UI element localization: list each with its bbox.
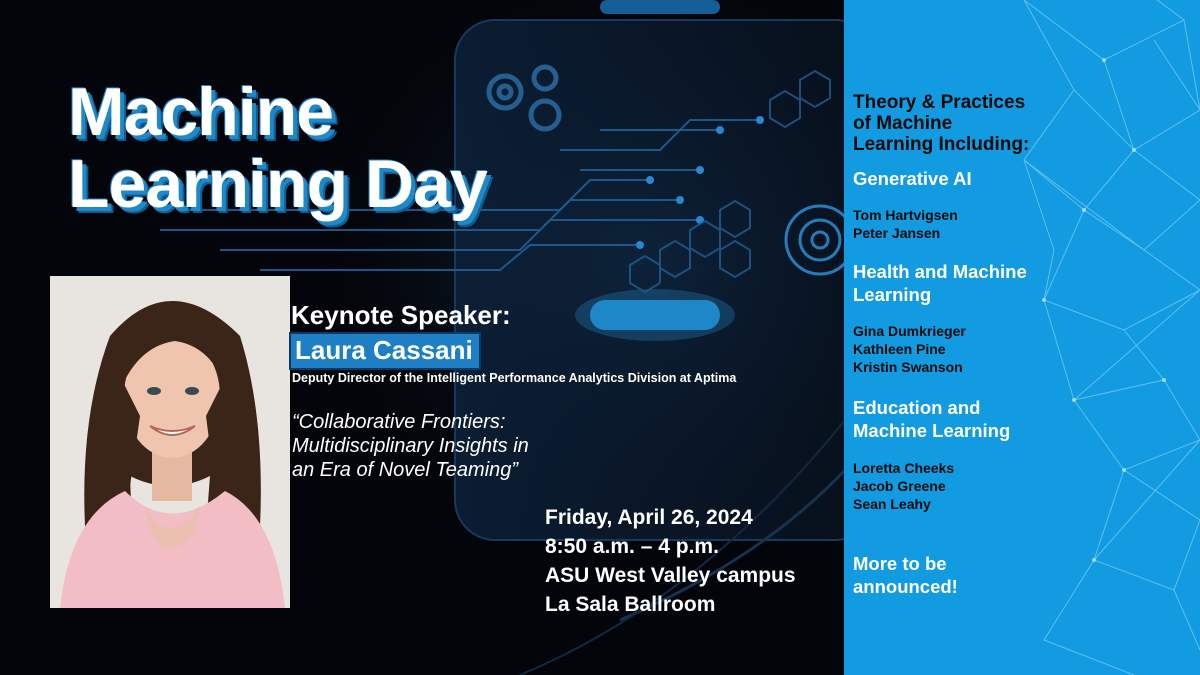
speaker-name-item: Sean Leahy bbox=[853, 496, 931, 512]
topic-title bbox=[853, 396, 1010, 442]
topic-speakers bbox=[853, 459, 954, 513]
panel-heading-line: Learning Including: bbox=[853, 134, 1030, 155]
event-room: La Sala Ballroom bbox=[545, 593, 716, 616]
event-title-line-1: Machine bbox=[68, 74, 334, 150]
speaker-name-item: Loretta Cheeks bbox=[853, 460, 955, 476]
closing-line: announced! bbox=[853, 576, 958, 597]
panel-heading-line: Theory & Practices bbox=[853, 92, 1026, 113]
event-time: 8:50 a.m. – 4 p.m. bbox=[545, 535, 719, 558]
event-campus: ASU West Valley campus bbox=[545, 564, 796, 587]
topic-title-line: Machine Learning bbox=[853, 420, 1011, 441]
event-date: Friday, April 26, 2024 bbox=[545, 506, 753, 529]
speaker-name-item: Kathleen Pine bbox=[853, 341, 946, 357]
talk-title-line: an Era of Novel Teaming” bbox=[292, 459, 519, 481]
topic-title-line: Learning bbox=[853, 284, 932, 305]
topic-title-line: Health and Machine bbox=[853, 261, 1027, 282]
speaker-name-item: Tom Hartvigsen bbox=[853, 207, 958, 223]
event-title-line-2: Learning Day bbox=[68, 146, 487, 222]
speaker-name-item: Peter Jansen bbox=[853, 225, 941, 241]
speaker-photo bbox=[50, 276, 290, 608]
keynote-label: Keynote Speaker: bbox=[291, 300, 511, 330]
talk-title bbox=[292, 410, 592, 482]
topic-title-line: Generative AI bbox=[853, 168, 972, 189]
event-details bbox=[545, 503, 796, 619]
speaker-name: Laura Cassani bbox=[289, 332, 481, 370]
speaker-name-item: Jacob Greene bbox=[853, 478, 946, 494]
topic-title-line: Education and bbox=[853, 397, 981, 418]
panel-heading bbox=[853, 92, 1073, 155]
speaker-name-item: Gina Dumkrieger bbox=[853, 323, 966, 339]
more-announced bbox=[853, 552, 1013, 598]
speaker-name-item: Kristin Swanson bbox=[853, 359, 963, 375]
topic-title bbox=[853, 167, 972, 190]
panel-heading-line: of Machine bbox=[853, 113, 953, 134]
talk-title-line: “Collaborative Frontiers: bbox=[292, 411, 506, 433]
topic-speakers bbox=[853, 206, 958, 242]
topics-panel bbox=[844, 0, 1200, 675]
closing-line: More to be bbox=[853, 553, 947, 574]
talk-title-line: Multidisciplinary Insights in bbox=[292, 435, 529, 457]
topic-speakers bbox=[853, 322, 966, 376]
speaker-position: Deputy Director of the Intelligent Performance Analytics Division at Aptima bbox=[292, 371, 737, 385]
topic-title bbox=[853, 260, 1027, 306]
